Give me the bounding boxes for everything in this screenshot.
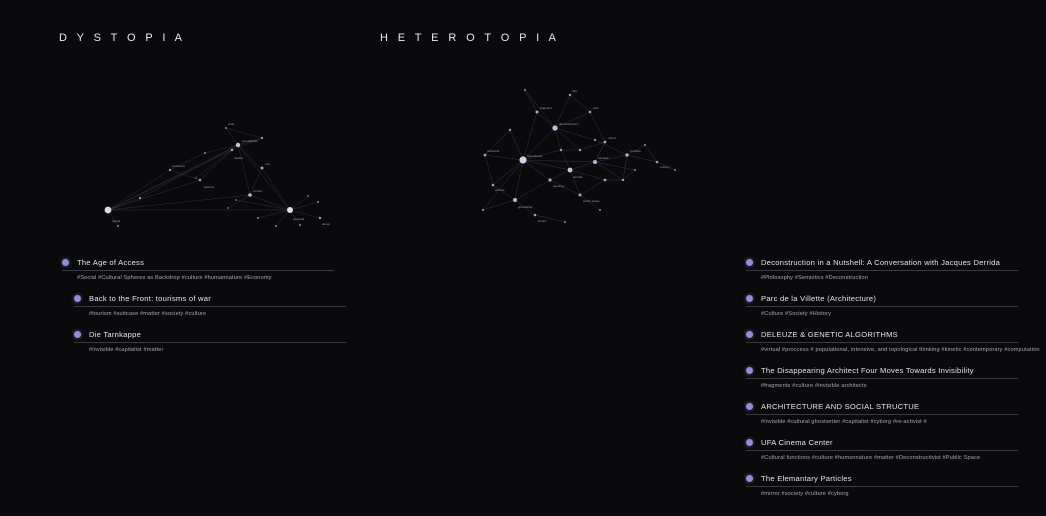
graph-node-labels xyxy=(112,122,331,226)
list-item[interactable] xyxy=(746,438,1046,461)
svg-text:foucault: foucault xyxy=(598,156,609,160)
svg-text:derrida: derrida xyxy=(573,175,583,179)
svg-text:capital: capital xyxy=(234,156,243,160)
list-item[interactable] xyxy=(746,330,1046,353)
list-item-header[interactable] xyxy=(74,330,346,343)
list-item[interactable] xyxy=(746,258,1046,281)
svg-text:topology: topology xyxy=(553,184,565,188)
svg-text:surveillance: surveillance xyxy=(242,139,258,143)
bullet-dot-icon xyxy=(746,403,753,410)
bullet-dot-icon xyxy=(746,367,753,374)
panel-dystopia xyxy=(0,0,365,516)
graph-dystopia[interactable] xyxy=(0,50,365,240)
list-item-header[interactable] xyxy=(74,294,346,307)
svg-text:archive: archive xyxy=(495,188,505,192)
svg-text:control: control xyxy=(253,189,263,193)
svg-text:deconstruction: deconstruction xyxy=(559,122,579,126)
reading-list-dystopia xyxy=(62,258,362,366)
list-item-title: The Disappearing Architect Four Moves Towards Invisibility xyxy=(761,366,974,375)
list-item[interactable] xyxy=(746,294,1046,317)
svg-text:decay: decay xyxy=(322,222,331,226)
svg-text:kinetic: kinetic xyxy=(538,219,547,223)
list-item-tags: #Cultural functions #culture #humsnnature #matter #Deconstructivist #Public Space xyxy=(761,455,981,461)
svg-text:heterotopia: heterotopia xyxy=(527,154,543,158)
bullet-dot-icon xyxy=(746,295,753,302)
graph-nodes xyxy=(105,127,322,227)
list-item-title: Die Tarnkappe xyxy=(89,330,142,339)
svg-text:utopia: utopia xyxy=(112,219,121,223)
svg-text:cyborg: cyborg xyxy=(660,165,670,169)
svg-text:parc: parc xyxy=(593,106,599,110)
bullet-dot-icon xyxy=(746,259,753,266)
list-item-tags: #Philosophy #Semiotics #Deconstruction xyxy=(761,275,869,281)
list-item-title: The Elemantary Particles xyxy=(761,474,852,483)
svg-text:ruin: ruin xyxy=(265,162,271,166)
list-item-title: ARCHITECTURE AND SOCIAL STRUCTUE xyxy=(761,402,920,411)
list-item-title: DELEUZE & GENETIC ALGORITHMS xyxy=(761,330,898,339)
list-item-title: Parc de la Villette (Architecture) xyxy=(761,294,877,303)
svg-text:machine: machine xyxy=(203,185,215,189)
list-item-tags: #fragments #culture #invisible architects xyxy=(761,383,867,389)
bullet-dot-icon xyxy=(74,295,81,302)
list-item-header[interactable] xyxy=(746,438,1018,451)
svg-text:threshold: threshold xyxy=(487,149,500,153)
panel-title-dystopia: D Y S T O P I A xyxy=(59,32,186,44)
panel-heterotopia xyxy=(365,0,1040,516)
list-item[interactable] xyxy=(746,366,1046,389)
list-item-title: Back to the Front: tourisms of war xyxy=(89,294,212,303)
graph-edges xyxy=(483,90,675,222)
bullet-dot-icon xyxy=(62,259,69,266)
list-item-tags: #mirror #society #culture #cyborg xyxy=(761,491,849,497)
svg-text:fragment: fragment xyxy=(540,106,552,110)
reading-list-heterotopia xyxy=(746,258,1046,510)
list-item-tags: #Social #Cultural Spheres as Backdrop #culture #humannature #Economy xyxy=(77,275,272,281)
list-item-tags: #tourism #suitcase #matter #society #culture xyxy=(89,311,207,317)
svg-text:invisible: invisible xyxy=(630,149,641,153)
svg-text:enclosure: enclosure xyxy=(172,164,186,168)
list-item-header[interactable] xyxy=(746,258,1018,271)
svg-text:exile: exile xyxy=(228,122,235,126)
list-item-tags: #invisible #capitalist #matter xyxy=(89,347,164,353)
list-item-header[interactable] xyxy=(746,402,1018,415)
bullet-dot-icon xyxy=(74,331,81,338)
list-item[interactable] xyxy=(74,330,362,353)
svg-text:ghostwriter: ghostwriter xyxy=(518,205,533,209)
graph-heterotopia[interactable] xyxy=(365,50,730,240)
svg-text:mirror: mirror xyxy=(608,136,616,140)
bullet-dot-icon xyxy=(746,475,753,482)
list-item-tags: #virtual #proccess # populational, intensive, and topological thinking #kinetic #contemporary #computation xyxy=(761,347,1040,353)
panel-title-heterotopia: H E T E R O T O P I A xyxy=(380,32,560,44)
list-item-header[interactable] xyxy=(746,330,1018,343)
svg-text:folly: folly xyxy=(572,89,578,93)
graph-nodes xyxy=(482,89,676,223)
list-item-title: Deconstruction in a Nutshell: A Conversation with Jacques Derrida xyxy=(761,258,1001,267)
svg-text:public space: public space xyxy=(583,199,600,203)
graph-dystopia-svg[interactable] xyxy=(0,50,365,240)
list-item-header[interactable] xyxy=(746,474,1018,487)
bullet-dot-icon xyxy=(746,439,753,446)
list-item[interactable] xyxy=(746,402,1046,425)
list-item-tags: #invisible #cultural ghostwriter #capitalist #cyborg #re-activist # xyxy=(761,419,927,425)
bullet-dot-icon xyxy=(746,331,753,338)
list-item-title: UFA Cinema Center xyxy=(761,438,833,447)
svg-text:dystopia: dystopia xyxy=(293,217,305,221)
graph-heterotopia-svg[interactable] xyxy=(365,50,730,240)
list-item-tags: #Culture #Society #History xyxy=(761,311,832,317)
list-item-title: The Age of Access xyxy=(77,258,145,267)
list-item[interactable] xyxy=(74,294,362,317)
list-item-header[interactable] xyxy=(746,294,1018,307)
graph-node-labels xyxy=(487,89,669,223)
list-item-header[interactable] xyxy=(746,366,1018,379)
list-item[interactable] xyxy=(62,258,362,281)
list-item-header[interactable] xyxy=(62,258,334,271)
list-item[interactable] xyxy=(746,474,1046,497)
